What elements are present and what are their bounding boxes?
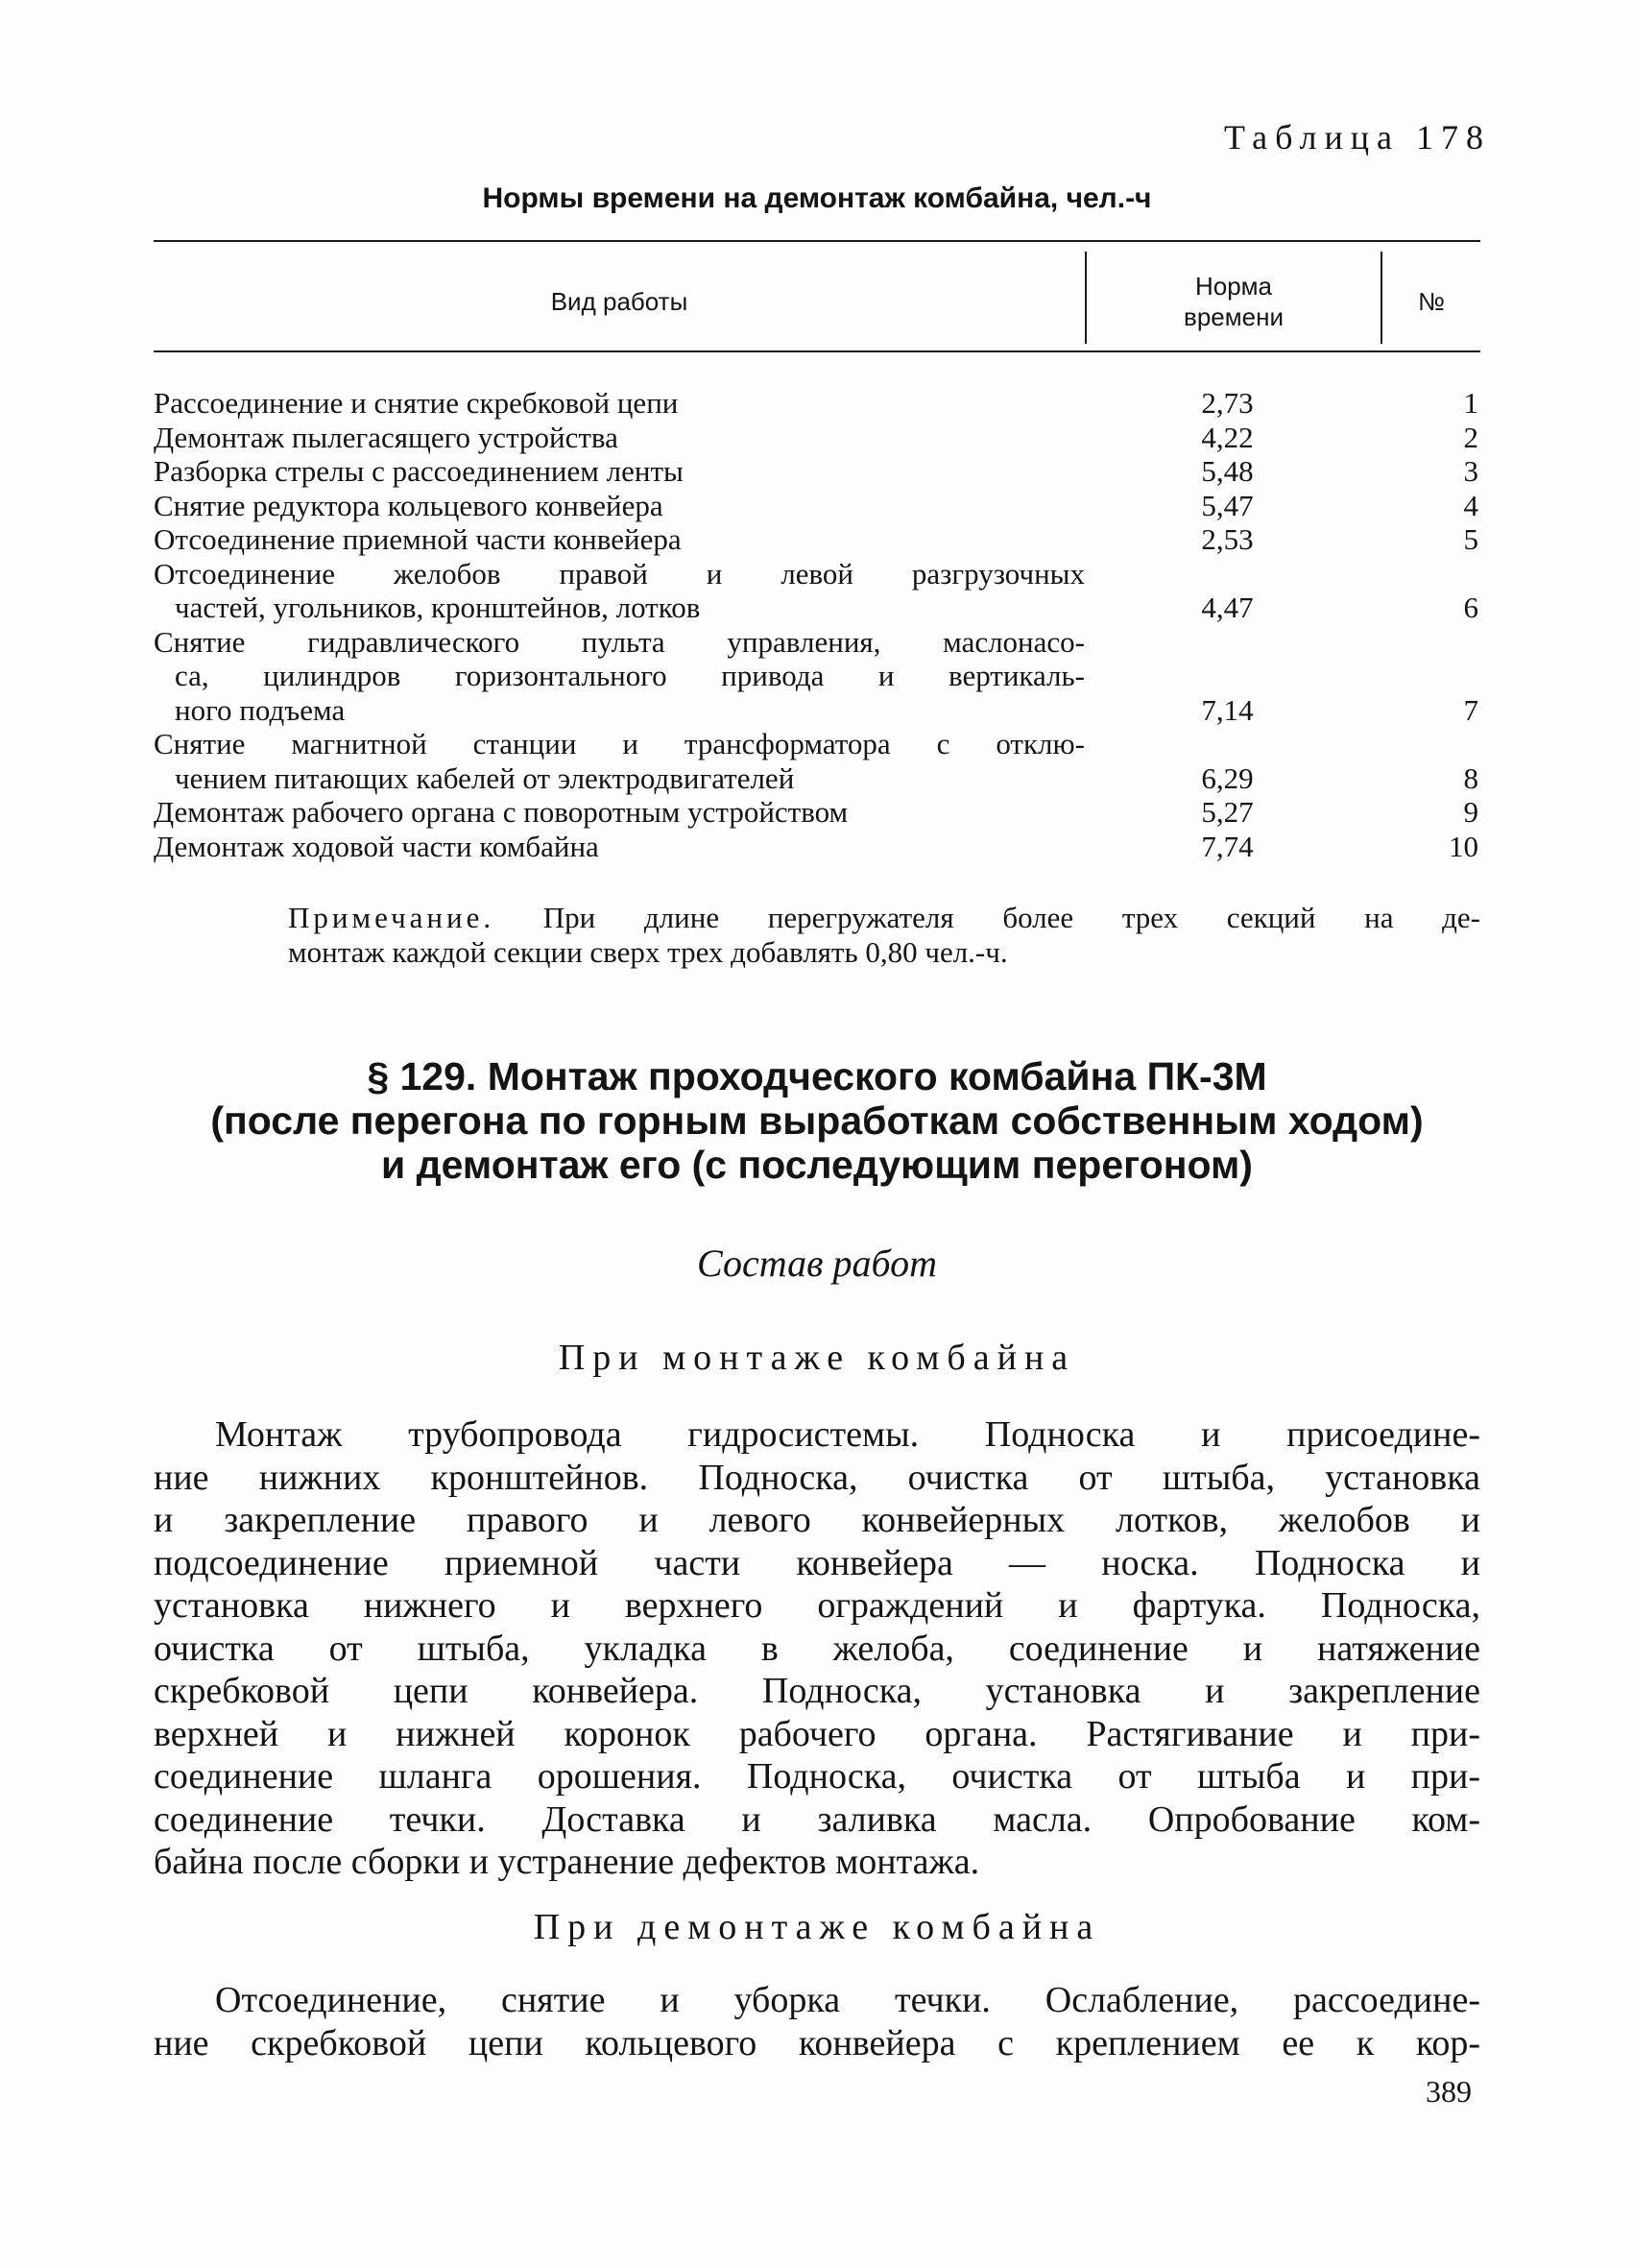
table-row [154,421,1478,455]
row-num: 6 [1463,591,1478,624]
row-work-line: Отсоединение приемной части конвейера [154,522,682,556]
row-norm: 7,74 [1201,829,1254,863]
row-num: 4 [1463,488,1478,522]
row-work [154,830,1085,864]
paragraph-line: очистка от штыба, укладка в желоба, соединение и натяжение [154,1628,1480,1669]
row-work-line: Демонтаж ходовой части комбайна [154,829,599,863]
row-work-line: са, цилиндров горизонтального привода и вертикаль- [175,659,1085,692]
table-body [154,386,1478,863]
composition-title: Состав работ [697,1242,937,1285]
paragraph-line: байна после сборки и устранение дефектов монтажа. [154,1842,980,1882]
row-norm: 4,47 [1201,591,1254,624]
header-norm [1087,271,1381,332]
row-num: 5 [1463,522,1478,556]
paragraph-line: ние скребковой цепи кольцевого конвейера с креплением ее к кор- [154,2022,1480,2063]
row-work-line: частей, угольников, кронштейнов, лотков [175,591,701,624]
table-top-rule [154,240,1480,242]
row-norm: 4,22 [1201,420,1254,454]
table-row [154,795,1478,830]
row-work [154,522,1085,557]
paragraph-line: подсоединение приемной части конвейера — носка. Подноска и [154,1542,1480,1583]
row-work [154,386,1085,421]
row-num: 10 [1449,829,1478,863]
row-work [154,625,1085,728]
paragraph-line: Отсоединение, снятие и уборка течки. Ослабление, рассоедине- [215,1980,1480,2020]
section-heading [154,1054,1480,1187]
note-line-1: Примечание. При длине перегружателя более трех секций на де- [288,901,1480,934]
table-row [154,830,1478,864]
row-work [154,727,1085,795]
paragraph-line: установка нижнего и верхнего ограждений и фартука. Подноска, [154,1585,1480,1626]
header-work: Вид работы [550,287,688,316]
paragraph-line: скребковой цепи конвейера. Подноска, установка и закрепление [154,1671,1480,1711]
section-heading-line-1: § 129. Монтаж проходческого комбайна ПК-3М [367,1054,1267,1098]
row-norm: 7,14 [1201,692,1254,727]
paragraph-line: и закрепление правого и левого конвейерных лотков, желобов и [154,1500,1480,1540]
table-row [154,625,1478,728]
row-num: 3 [1463,454,1478,488]
table-row [154,454,1478,489]
row-norm: 6,29 [1201,760,1254,795]
assembly-paragraph [154,1413,1480,1884]
row-work [154,795,1085,830]
table-row [154,727,1478,795]
row-work-line: Демонтаж рабочего органа с поворотным устройством [154,795,849,829]
row-work [154,557,1085,625]
row-work [154,454,1085,489]
paragraph-line: ние нижних кронштейнов. Подноска, очистка от штыба, установка [154,1457,1480,1498]
row-work-line: Разборка стрелы с рассоединением ленты [154,454,684,488]
table-label: Таблица 178 [1224,118,1491,157]
row-num: 2 [1463,420,1478,454]
section-heading-line-3: и демонтаж его (с последующим перегоном) [381,1143,1253,1187]
row-num: 9 [1463,795,1478,829]
assembly-title: При монтаже комбайна [558,1338,1076,1378]
row-norm: 5,47 [1201,488,1254,522]
row-num: 8 [1463,760,1478,795]
note-label: Примечание. [288,901,495,934]
header-num: № [1418,287,1445,316]
row-work-line: ного подъема [175,692,346,727]
row-work-line: Демонтаж пылегасящего устройства [154,420,618,454]
note-line-2: монтаж каждой секции сверх трех добавлять 0,80 чел.-ч. [288,935,1008,969]
row-norm: 2,73 [1201,386,1254,420]
table-row [154,522,1478,557]
row-work-line: Снятие гидравлического пульта управления, маслонасо- [154,624,1085,659]
table-note [154,901,1480,970]
table-header-rule [154,350,1480,352]
table-row [154,557,1478,625]
paragraph-line: Монтаж трубопровода гидросистемы. Подноска и присоедине- [215,1414,1480,1455]
disassembly-title: При демонтаже комбайна [533,1907,1101,1947]
page-number: 389 [1426,2074,1472,2109]
disassembly-paragraph [154,1979,1480,2064]
row-norm: 2,53 [1201,522,1254,556]
section-heading-line-2: (после перегона по горным выработкам собственным ходом) [210,1098,1424,1143]
row-num: 7 [1463,692,1478,727]
table-row [154,386,1478,421]
row-work-line: Отсоединение желобов правой и левой разгрузочных [154,556,1085,591]
row-norm: 5,48 [1201,454,1254,488]
paragraph-line: соединение шланга орошения. Подноска, очистка от штыба и при- [154,1756,1480,1797]
header-norm-line2: времени [1184,302,1284,331]
row-work-line: Снятие магнитной станции и трансформатора с отклю- [154,727,1085,760]
row-work-line: Рассоединение и снятие скребковой цепи [154,386,679,420]
row-work-line: Снятие редуктора кольцевого конвейера [154,488,663,522]
row-work [154,421,1085,455]
paragraph-line: верхней и нижней коронок рабочего органа. Растягивание и при- [154,1713,1480,1754]
row-work [154,489,1085,523]
row-num: 1 [1463,386,1478,420]
row-norm: 5,27 [1201,795,1254,829]
table-row [154,489,1478,523]
header-norm-line1: Норма [1194,272,1273,301]
paragraph-line: соединение течки. Доставка и заливка масла. Опробование ком- [154,1798,1480,1840]
row-work-line: чением питающих кабелей от электродвигателей [175,760,795,795]
table-title: Нормы времени на демонтаж комбайна, чел.-ч [482,182,1152,214]
